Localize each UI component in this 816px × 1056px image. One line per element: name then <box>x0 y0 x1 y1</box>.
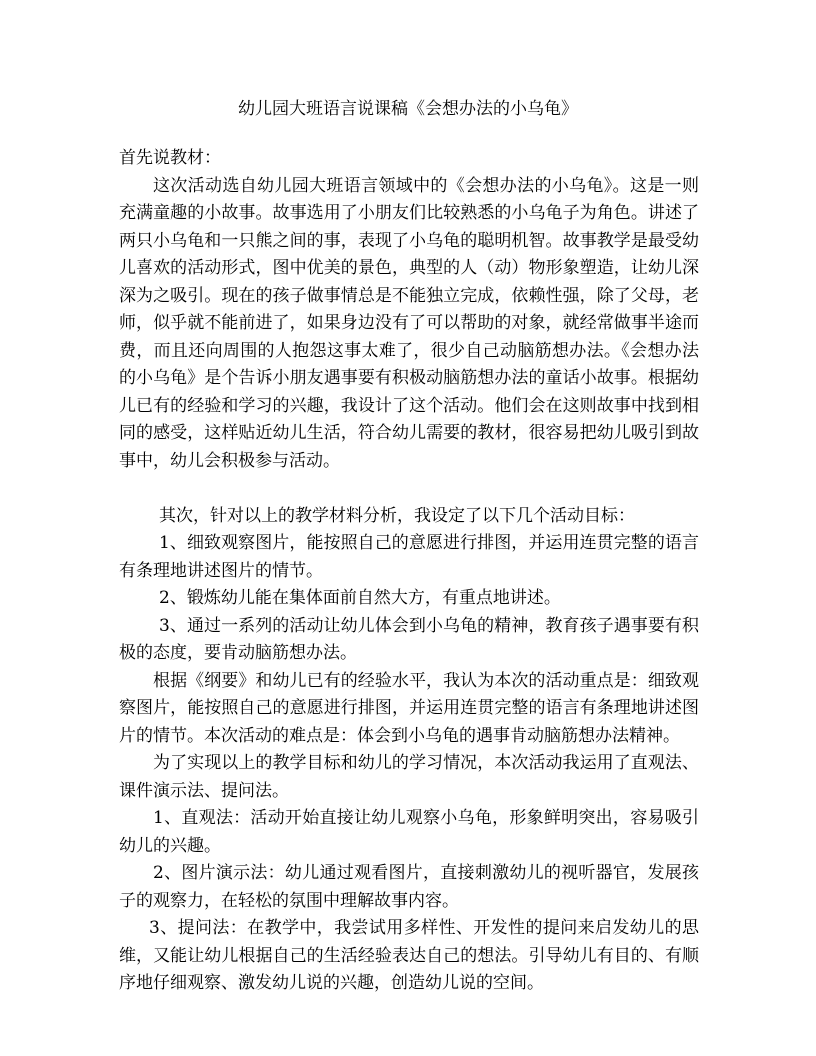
document-title: 幼儿园大班语言说课稿《会想办法的小乌龟》 <box>238 99 578 119</box>
methods-intro-paragraph: 为了实现以上的教学目标和幼儿的学习情况，本次活动我运用了直观法、课件演示法、提问法。 <box>119 753 699 801</box>
goal-item-1: 1、细致观察图片，能按照自己的意愿进行排图，并运用连贯完整的语言有条理地讲述图片的情节。 <box>119 533 699 581</box>
document-body <box>119 145 699 998</box>
key-points-paragraph: 根据《纲要》和幼儿已有的经验水平，我认为本次的活动重点是：细致观察图片，能按照自己的意愿进行排图，并运用连贯完整的语言有条理地讲述图片的情节。本次活动的难点是：体会到小乌龟的遇事肯动脑筋想办法精神。 <box>119 670 699 746</box>
section-heading-materials: 首先说教材： <box>119 148 221 168</box>
materials-paragraph: 这次活动选自幼儿园大班语言领域中的《会想办法的小乌龟》。这是一则充满童趣的小故事。故事选用了小朋友们比较熟悉的小乌龟子为角色。讲述了两只小乌龟和一只熊之间的事，表现了小乌龟的聪明机智。故事教学是最受幼儿喜欢的活动形式，图中优美的景色，典型的人（动）物形象塑造，让幼儿深深为之吸引。现在的孩子做事情总是不能独立完成，依赖性强，除了父母，老师，似乎就不能前进了，如果身边没有了可以帮助的对象，就经常做事半途而费，而且还向周围的人抱怨这事太难了，很少自己动脑筋想办法。《会想办法的小乌龟》是个告诉小朋友遇事要有积极动脑筋想办法的童话小故事。根据幼儿已有的经验和学习的兴趣，我设计了这个活动。他们会在这则故事中找到相同的感受，这样贴近幼儿生活，符合幼儿需要的教材，很容易把幼儿吸引到故事中，幼儿会积极参与活动。 <box>119 175 699 471</box>
goals-intro-paragraph: 其次，针对以上的教学材料分析，我设定了以下几个活动目标： <box>159 505 635 526</box>
method-item-2: 2、图片演示法：幼儿通过观看图片，直接刺激幼儿的视听器官，发展孩子的观察力，在轻松的氛围中理解故事内容。 <box>119 863 699 911</box>
paragraph-spacer <box>119 475 699 503</box>
goal-item-2: 2、锻炼幼儿能在集体面前自然大方，有重点地讲述。 <box>159 588 561 608</box>
method-item-1: 1、直观法：活动开始直接让幼儿观察小乌龟，形象鲜明突出，容易吸引幼儿的兴趣。 <box>119 808 699 856</box>
method-item-3: 3、提问法：在教学中，我尝试用多样性、开发性的提问来启发幼儿的思维，又能让幼儿根据自己的生活经验表达自己的想法。引导幼儿有目的、有顺序地仔细观察、激发幼儿说的兴趣，创造幼儿说的空间。 <box>119 918 699 993</box>
goal-item-3: 3、通过一系列的活动让幼儿体会到小乌龟的精神，教育孩子遇事要有积极的态度，要肯动脑筋想办法。 <box>119 615 699 663</box>
